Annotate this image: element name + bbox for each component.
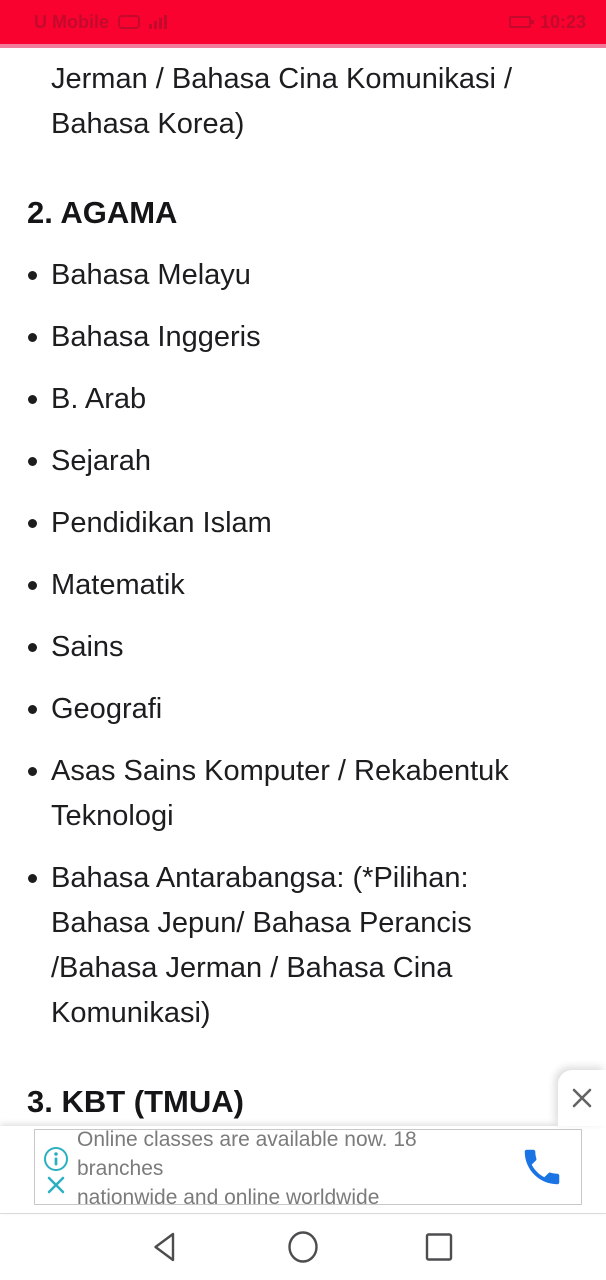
section-heading-agama: 2. AGAMA bbox=[27, 195, 178, 230]
sim-badge-icon bbox=[118, 15, 140, 29]
banner-icon-column bbox=[35, 1140, 77, 1195]
banner-card[interactable] bbox=[34, 1127, 582, 1209]
subject-list bbox=[27, 253, 558, 1036]
home-circle-icon bbox=[285, 1229, 321, 1265]
nav-recents-button[interactable] bbox=[421, 1229, 457, 1265]
list-item: Bahasa Melayu bbox=[51, 253, 558, 298]
list-item: Sains bbox=[51, 625, 558, 670]
status-bar-right bbox=[509, 12, 586, 33]
carrier-label: U Mobile bbox=[34, 11, 109, 32]
list-item: Bahasa Inggeris bbox=[51, 315, 558, 360]
list-item: B. Arab bbox=[51, 377, 558, 422]
status-bar bbox=[0, 0, 606, 44]
info-icon[interactable] bbox=[43, 1146, 69, 1172]
list-item: Asas Sains Komputer / Rekabentuk Teknologi bbox=[51, 749, 558, 839]
signal-bars-icon bbox=[149, 15, 167, 29]
paragraph-continuation: Jerman / Bahasa Cina Komunikasi / Bahasa Korea) bbox=[51, 63, 512, 140]
banner-message-line: nationwide and online worldwide bbox=[77, 1185, 380, 1209]
list-item: Pendidikan Islam bbox=[51, 501, 558, 546]
recents-square-icon bbox=[421, 1229, 457, 1265]
list-item: Sejarah bbox=[51, 439, 558, 484]
banner-dismiss-button[interactable] bbox=[558, 1070, 606, 1126]
status-bar-left bbox=[34, 12, 167, 33]
nav-home-button[interactable] bbox=[285, 1229, 321, 1265]
banner-message-line: Online classes are available now. 18 branches bbox=[77, 1127, 417, 1180]
banner-close-icon[interactable] bbox=[46, 1175, 66, 1195]
bottom-banner-panel bbox=[0, 1126, 606, 1213]
call-button[interactable] bbox=[503, 1144, 581, 1190]
phone-icon bbox=[519, 1144, 565, 1190]
list-item: Matematik bbox=[51, 563, 558, 608]
clock-label: 10:23 bbox=[539, 11, 586, 32]
list-item: Geografi bbox=[51, 687, 558, 732]
battery-icon bbox=[509, 16, 531, 28]
nav-back-button[interactable] bbox=[149, 1229, 185, 1265]
page-content bbox=[0, 48, 606, 1142]
list-item: Bahasa Antarabangsa: (*Pilihan: Bahasa Jepun/ Bahasa Perancis /Bahasa Jerman / Bahasa Cina Komunikasi) bbox=[51, 856, 558, 1036]
section-heading-kbt: 3. KBT (TMUA) bbox=[27, 1084, 244, 1119]
android-nav-bar bbox=[0, 1213, 606, 1280]
banner-message bbox=[77, 1123, 503, 1212]
close-icon bbox=[567, 1083, 597, 1113]
back-triangle-icon bbox=[149, 1229, 185, 1265]
